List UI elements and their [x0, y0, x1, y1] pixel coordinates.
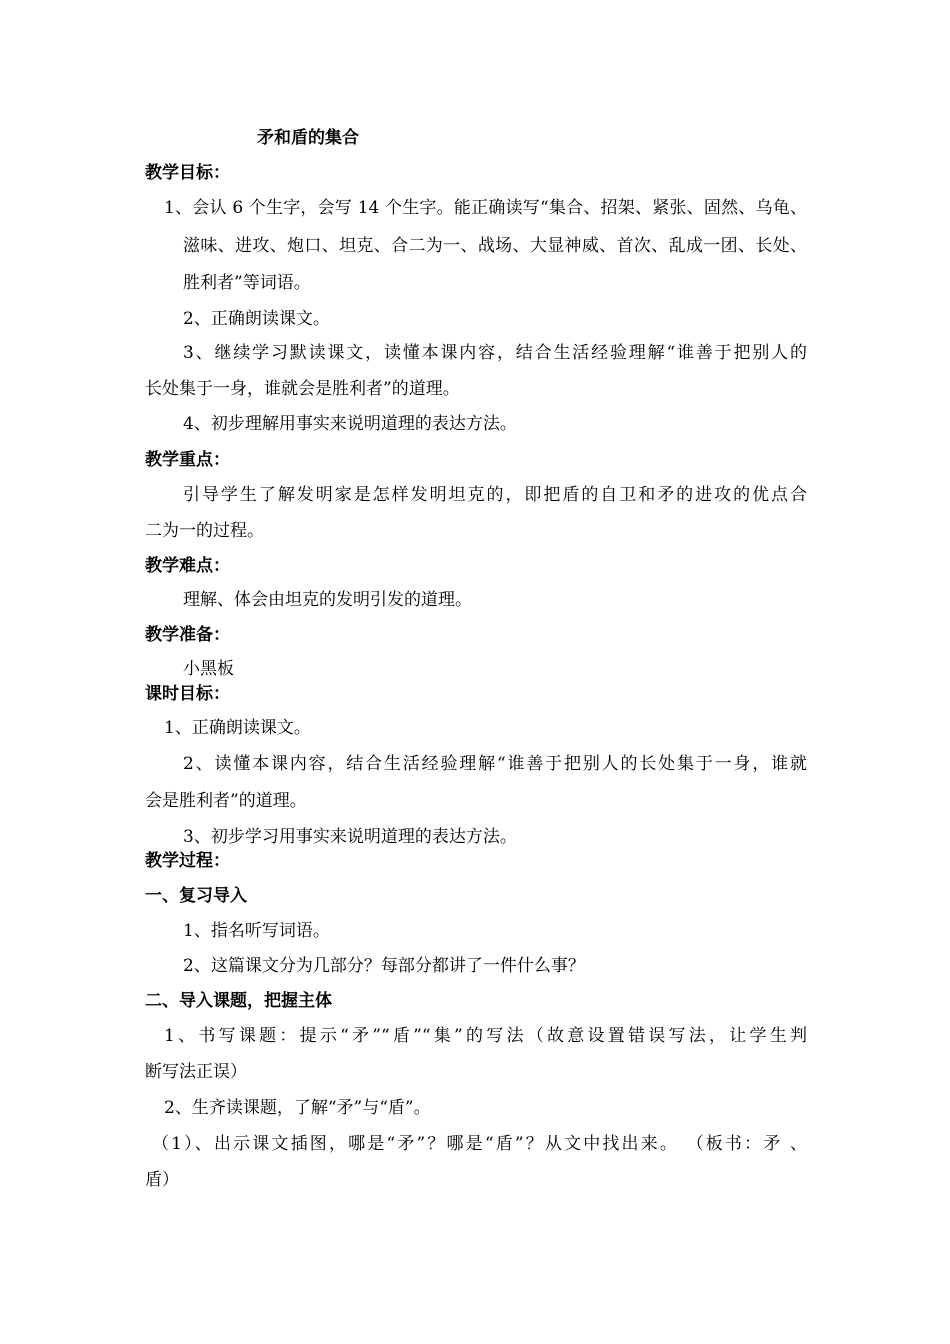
section-2-item-2: 2、生齐读课题，了解“矛”与“盾”。 [164, 1098, 431, 1118]
section-1-item-2: 2、这篇课文分为几部分？每部分都讲了一件什么事？ [183, 956, 585, 976]
difficulty-heading: 教学难点： [145, 556, 230, 576]
key-point-heading: 教学重点： [145, 450, 230, 470]
lesson-goal-2: 2、读懂本课内容，结合生活经验理解“谁善于把别人的长处集于一身，谁就 [183, 754, 807, 774]
lesson-goals-heading: 课时目标： [145, 684, 230, 704]
teaching-goal-1-cont: 滋味、进攻、炮口、坦克、合二为一、战场、大显神威、首次、乱成一团、长处、 [183, 236, 807, 256]
section-2-heading: 二、导入课题，把握主体 [145, 991, 332, 1011]
difficulty-text: 理解、体会由坦克的发明引发的道理。 [183, 590, 472, 610]
key-point-text: 引导学生了解发明家是怎样发明坦克的，即把盾的自卫和矛的进攻的优点合 [183, 485, 807, 505]
lesson-goal-2-cont: 会是胜利者”的道理。 [145, 791, 307, 811]
preparation-heading: 教学准备： [145, 625, 230, 645]
section-2-item-1-cont: 断写法正误） [145, 1062, 247, 1082]
section-1-item-1: 1、指名听写词语。 [183, 921, 330, 941]
section-2-item-2-sub-1-cont: 盾） [145, 1170, 179, 1190]
key-point-text-cont: 二为一的过程。 [145, 521, 264, 541]
teaching-goal-4: 4、初步理解用事实来说明道理的表达方法。 [183, 414, 517, 434]
process-heading: 教学过程： [145, 851, 230, 871]
teaching-goal-3: 3、继续学习默读课文，读懂本课内容，结合生活经验理解“谁善于把别人的 [183, 343, 807, 363]
document-title: 矛和盾的集合 [257, 128, 359, 148]
preparation-text: 小黑板 [183, 659, 234, 679]
lesson-goal-1: 1、正确朗读课文。 [164, 718, 311, 738]
teaching-goal-1: 1、会认 6 个生字，会写 14 个生字。能正确读写“集合、招架、紧张、固然、乌龟、 [164, 198, 807, 218]
teaching-goal-3-cont: 长处集于一身，谁就会是胜利者”的道理。 [145, 379, 460, 399]
lesson-goal-3: 3、初步学习用事实来说明道理的表达方法。 [183, 827, 517, 847]
section-2-item-1: 1、书写课题：提示“矛”“盾”“集”的写法（故意设置错误写法，让学生判 [164, 1026, 807, 1046]
teaching-goal-1-cont: 胜利者”等词语。 [183, 273, 311, 293]
section-2-item-2-sub-1: （1）、出示课文插图，哪是“矛”？哪是“盾”？从文中找出来。 （板书：矛 、 [152, 1134, 807, 1154]
teaching-goals-heading: 教学目标： [145, 163, 230, 183]
section-1-heading: 一、复习导入 [145, 886, 247, 906]
teaching-goal-2: 2、正确朗读课文。 [183, 309, 330, 329]
